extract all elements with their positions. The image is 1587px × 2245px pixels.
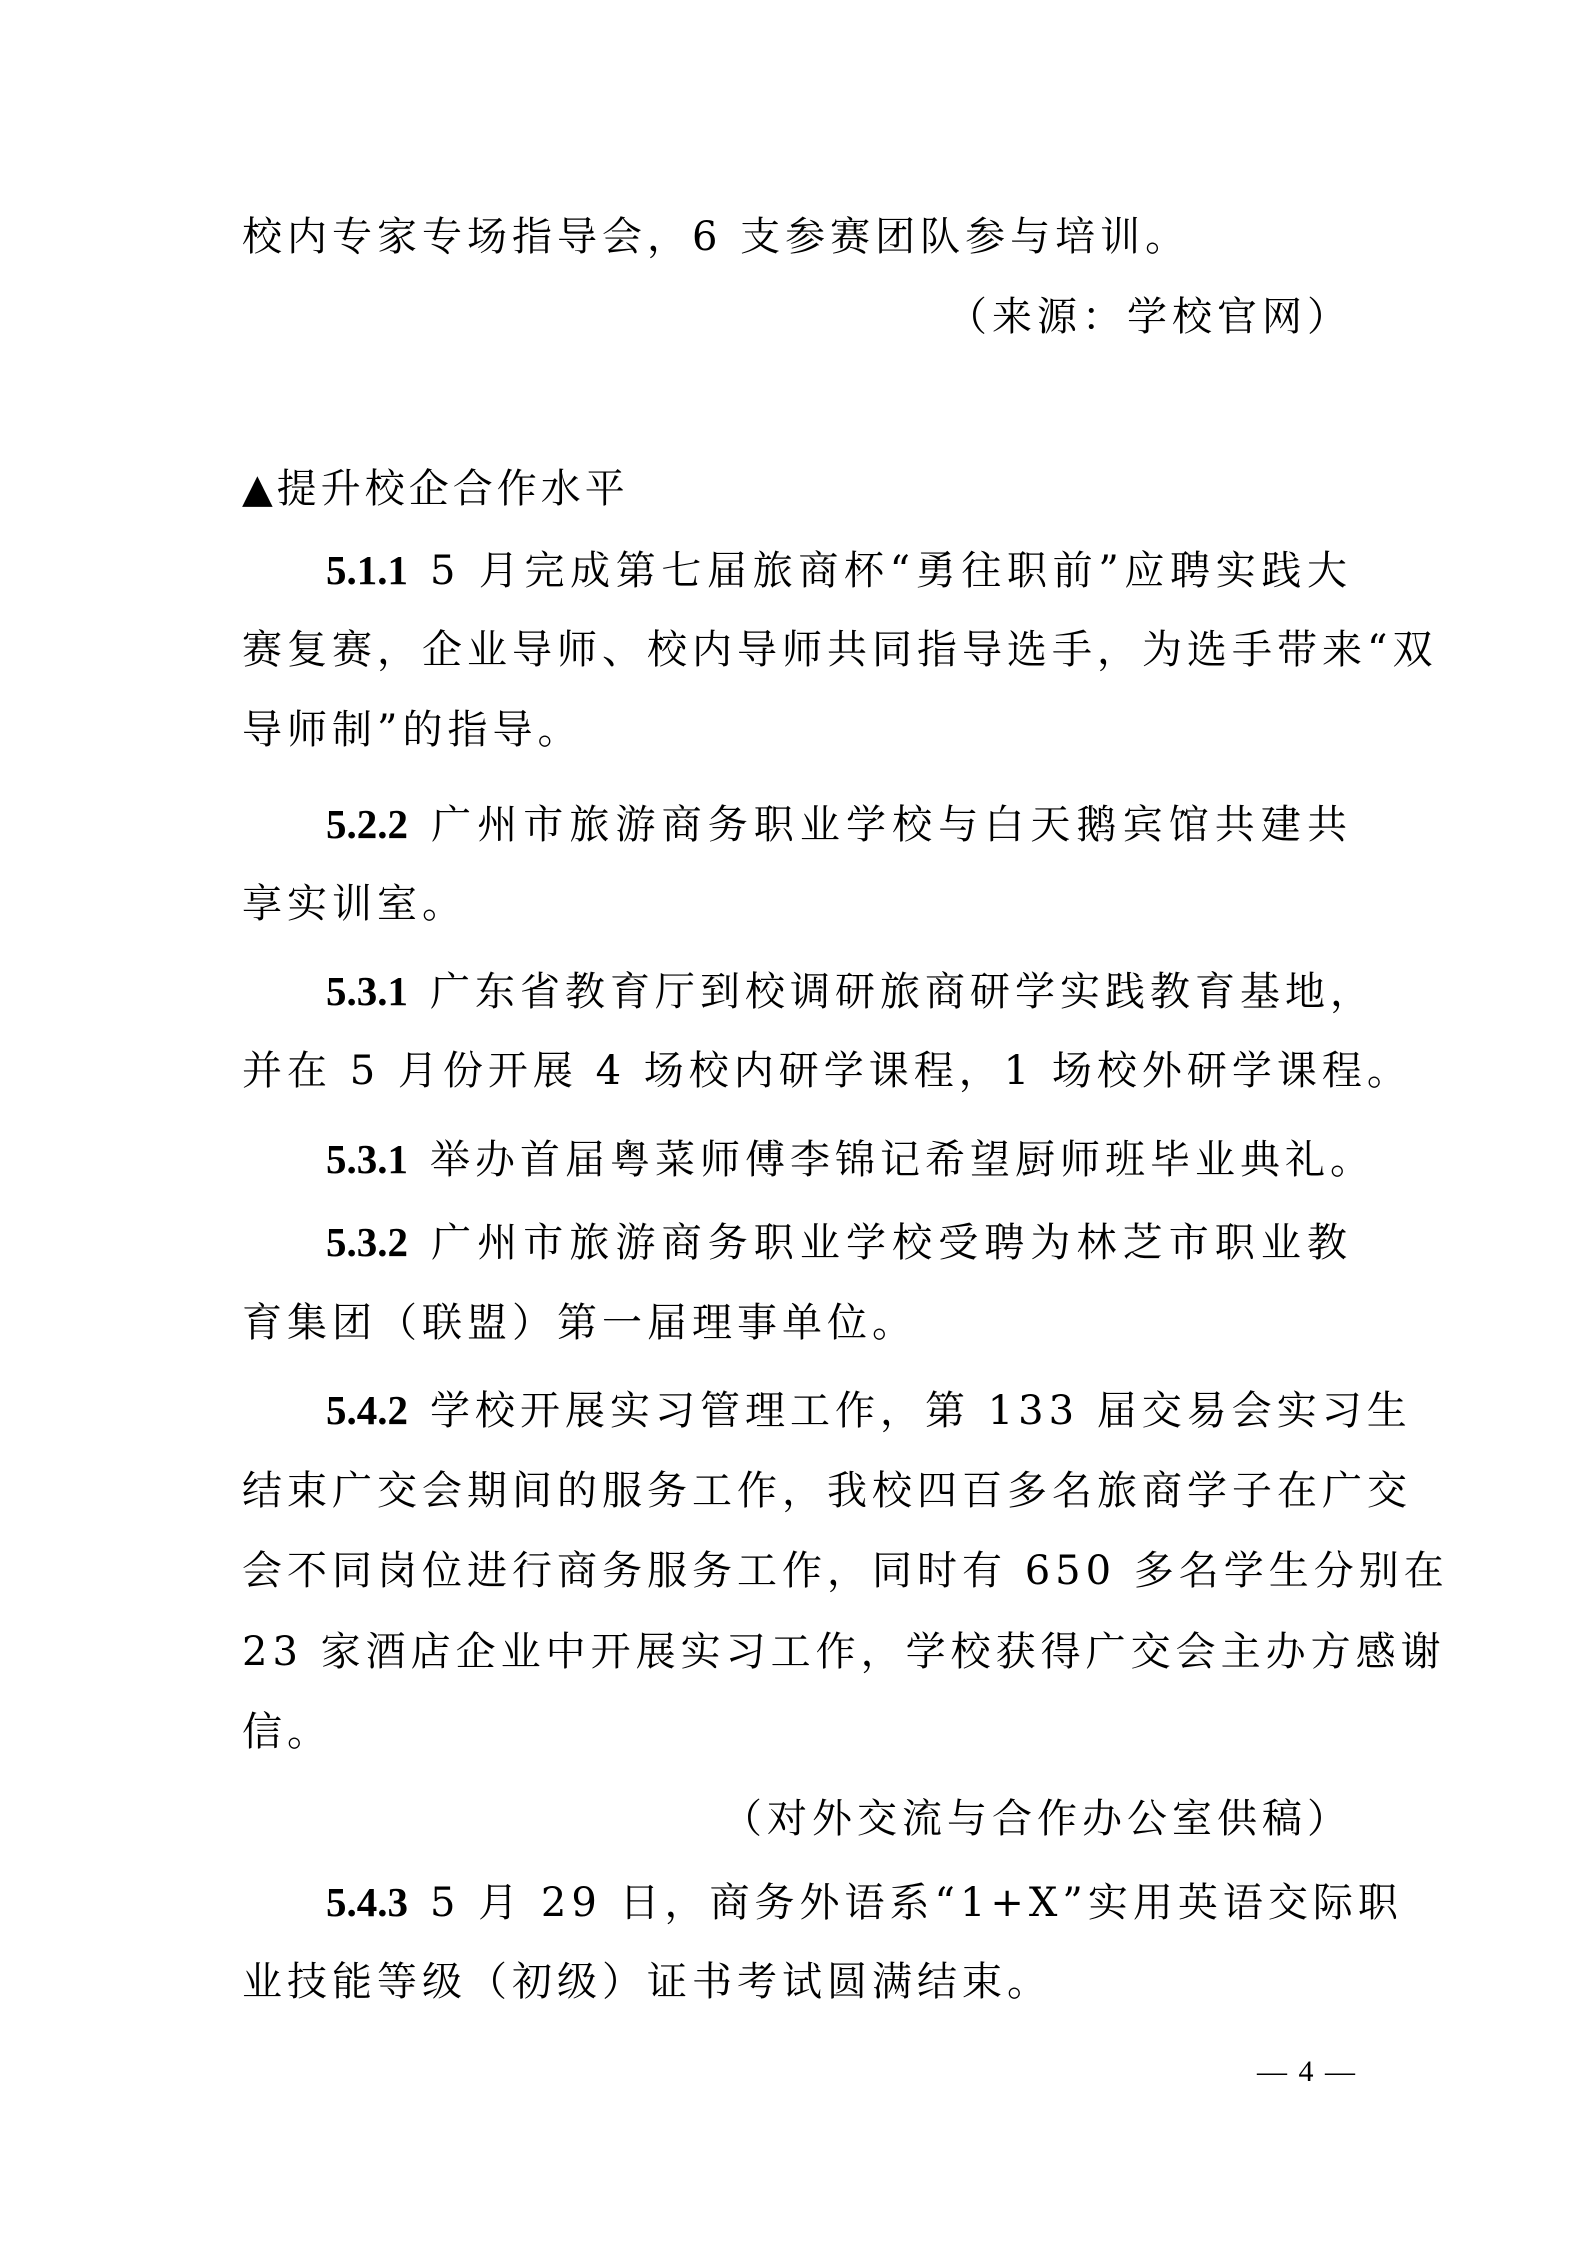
body-line: 导师制”的指导。 <box>242 707 583 753</box>
paragraph-text: 5 月完成第七届旅商杯“勇往职前”应聘实践大 <box>430 548 1352 594</box>
item-number: 5.4.2 <box>326 1387 408 1433</box>
source-attribution: （对外交流与合作办公室供稿） <box>722 1796 1352 1842</box>
paragraph-first-line <box>242 795 1352 854</box>
paragraph-first-line <box>242 1873 1403 1932</box>
paragraph-first-line <box>242 541 1352 600</box>
item-number: 5.3.1 <box>326 968 408 1014</box>
body-line: 业技能等级（初级）证书考试圆满结束。 <box>242 1959 1052 2005</box>
body-line: 会不同岗位进行商务服务工作，同时有 650 多名学生分别在 <box>242 1548 1449 1594</box>
paragraph-first-line <box>242 1130 1375 1189</box>
section-heading: ▲提升校企合作水平 <box>242 466 629 512</box>
body-line: 结束广交会期间的服务工作，我校四百多名旅商学子在广交 <box>242 1468 1412 1514</box>
body-line: 赛复赛，企业导师、校内导师共同指导选手，为选手带来“双 <box>242 627 1438 673</box>
paragraph-first-line <box>242 962 1375 1021</box>
paragraph-text: 举办首届粤菜师傅李锦记希望厨师班毕业典礼。 <box>430 1137 1375 1183</box>
page-number: — 4 — <box>1257 2055 1357 2088</box>
paragraph-text: 广东省教育厅到校调研旅商研学实践教育基地， <box>430 969 1375 1015</box>
paragraph-text: 广州市旅游商务职业学校与白天鹅宾馆共建共 <box>430 802 1352 848</box>
item-number: 5.2.2 <box>326 801 408 847</box>
body-line: 校内专家专场指导会，6 支参赛团队参与培训。 <box>242 214 1191 260</box>
item-number: 5.3.2 <box>326 1219 408 1265</box>
item-number: 5.4.3 <box>326 1879 408 1925</box>
paragraph-text: 广州市旅游商务职业学校受聘为林芝市职业教 <box>430 1220 1352 1266</box>
paragraph-first-line <box>242 1213 1352 1272</box>
paragraph-first-line <box>242 1381 1412 1440</box>
item-number: 5.3.1 <box>326 1136 408 1182</box>
body-line: 信。 <box>242 1709 332 1755</box>
body-line: 23 家酒店企业中开展实习工作，学校获得广交会主办方感谢 <box>242 1629 1446 1675</box>
body-line: 育集团（联盟）第一届理事单位。 <box>242 1300 917 1346</box>
paragraph-text: 5 月 29 日，商务外语系“1+X”实用英语交际职 <box>430 1880 1403 1926</box>
paragraph-text: 学校开展实习管理工作，第 133 届交易会实习生 <box>430 1388 1412 1434</box>
source-attribution: （来源：学校官网） <box>947 294 1352 340</box>
body-line: 享实训室。 <box>242 881 467 927</box>
item-number: 5.1.1 <box>326 547 408 593</box>
body-line: 并在 5 月份开展 4 场校内研学课程，1 场校外研学课程。 <box>242 1048 1412 1094</box>
